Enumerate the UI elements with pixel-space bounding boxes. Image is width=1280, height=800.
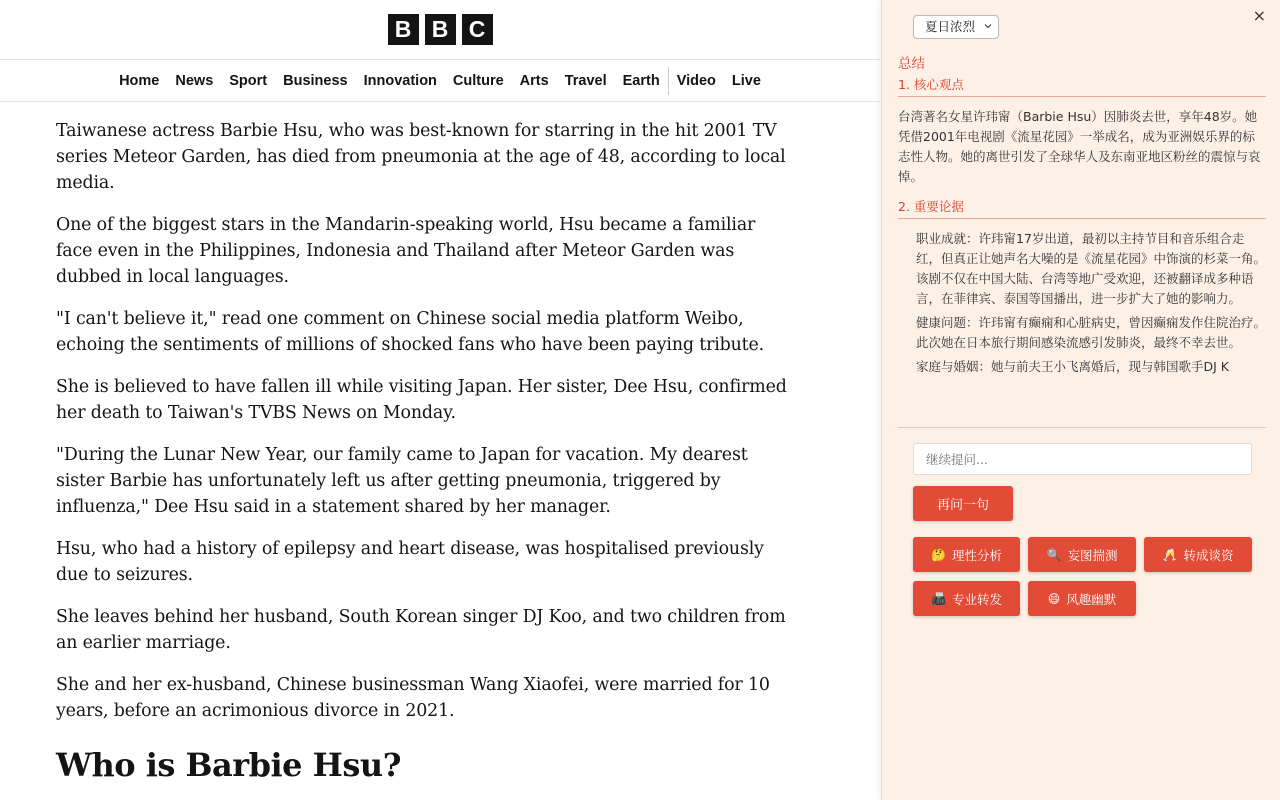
main-nav: [0, 60, 880, 102]
chevron-down-icon: [983, 21, 993, 31]
section-text-core: 台湾著名女星许玮甯（Barbie Hsu）因肺炎去世，享年48岁。她凭借2001年电视剧《流星花园》一举成名，成为亚洲娱乐界的标志性人物。她的离世引发了全球华人及东南亚地区粉丝的震惊与哀悼。: [898, 109, 1261, 184]
article-paragraph: "During the Lunar New Year, our family came to Japan for vacation. My dearest sister Barbie has unfortunately left us after getting pneumonia, triggered by influenza," Dee Hsu said in a statement shared by her manager.: [56, 445, 748, 517]
style-button-label: 风趣幽默: [1066, 591, 1117, 607]
smiling-face-icon: 😄: [1047, 591, 1061, 606]
style-button-label: 理性分析: [951, 547, 1002, 563]
style-button-label: 专业转发: [951, 591, 1002, 607]
summary-title: 总结: [898, 56, 925, 72]
thinking-face-icon: 🤔: [931, 547, 946, 562]
evidence-item: 职业成就：许玮甯17岁出道，最初以主持节目和音乐组合走红，但真正让她声名大噪的是《流星花园》中饰演的杉菜一角。该剧不仅在中国大陆、台湾等地广受欢迎，还被翻译成多种语言，在菲律宾、泰国等国播出，进一步扩大了她的影响力。: [916, 231, 1267, 306]
bbc-logo[interactable]: [388, 14, 493, 45]
article-paragraph: She and her ex-husband, Chinese businessman Wang Xiaofei, were married for 10 years, before an acrimonious divorce in 2021.: [56, 675, 770, 721]
article-paragraph: One of the biggest stars in the Mandarin-speaking world, Hsu became a familiar face even in the Philippines, Indonesia and Thailand after Meteor Garden was dubbed in local languages.: [56, 215, 756, 287]
nav-item-video[interactable]: Video: [676, 72, 716, 89]
ask-again-button[interactable]: 再问一句: [913, 486, 1013, 521]
nav-item-live[interactable]: Live: [731, 72, 761, 89]
nav-item-news[interactable]: News: [175, 72, 214, 89]
humor-button[interactable]: [1028, 581, 1136, 616]
small-talk-button[interactable]: [1144, 537, 1252, 572]
speculation-button[interactable]: [1028, 537, 1136, 572]
article-paragraph: "I can't believe it," read one comment on Chinese social media platform Weibo, echoing the sentiments of millions of shocked fans who have been paying tribute.: [56, 309, 765, 355]
article-paragraph: She is believed to have fallen ill while visiting Japan. Her sister, Dee Hsu, confirmed her death to Taiwan's TVBS News on Monday.: [56, 377, 787, 423]
style-button-label: 妄图揣测: [1067, 547, 1118, 563]
article-body: [0, 102, 790, 784]
magnifier-icon: 🔍: [1046, 547, 1062, 562]
nav-item-business[interactable]: Business: [283, 72, 348, 89]
professional-share-button[interactable]: [913, 581, 1020, 616]
cheers-icon: 🥂: [1162, 547, 1178, 562]
nav-item-innovation[interactable]: Innovation: [363, 72, 437, 89]
panel-divider: [898, 427, 1266, 428]
section-heading-core: 1. 核心观点: [898, 75, 1266, 97]
bbc-logo-letter: B: [425, 14, 456, 45]
nav-item-travel[interactable]: Travel: [564, 72, 607, 89]
style-dropdown-value: 夏日浓烈: [925, 19, 976, 34]
bbc-logo-letter: B: [388, 14, 419, 45]
nav-item-sport[interactable]: Sport: [229, 72, 268, 89]
style-dropdown[interactable]: [913, 15, 999, 39]
nav-item-home[interactable]: Home: [119, 72, 160, 89]
masthead: [0, 0, 880, 60]
article-subheading: Who is Barbie Hsu?: [56, 746, 401, 784]
evidence-item: 健康问题：许玮甯有癫痫和心脏病史，曾因癫痫发作住院治疗。此次她在日本旅行期间感染流感引发肺炎，最终不幸去世。: [916, 315, 1267, 350]
section-heading-evidence: 2. 重要论据: [898, 197, 1266, 219]
nav-item-arts[interactable]: Arts: [519, 72, 549, 89]
close-icon[interactable]: ×: [1252, 6, 1266, 25]
summary-sidebar: [881, 0, 1280, 800]
fax-icon: 📠: [931, 591, 946, 606]
summary-content: [898, 52, 1266, 381]
article-paragraph: Taiwanese actress Barbie Hsu, who was best-known for starring in the hit 2001 TV series Meteor Garden, has died from pneumonia at the age of 48, according to local media.: [56, 121, 786, 193]
evidence-item: 家庭与婚姻：她与前夫王小飞离婚后，现与韩国歌手DJ K: [916, 359, 1229, 374]
nav-item-earth[interactable]: Earth: [622, 72, 660, 89]
rational-analysis-button[interactable]: [913, 537, 1020, 572]
nav-item-culture[interactable]: Culture: [452, 72, 504, 89]
style-button-label: 转成谈资: [1183, 547, 1234, 563]
follow-up-input[interactable]: [913, 443, 1252, 475]
article-paragraph: She leaves behind her husband, South Korean singer DJ Koo, and two children from an earlier marriage.: [56, 607, 786, 653]
bbc-logo-letter: C: [462, 14, 493, 45]
article-paragraph: Hsu, who had a history of epilepsy and heart disease, was hospitalised previously due to seizures.: [56, 539, 764, 585]
